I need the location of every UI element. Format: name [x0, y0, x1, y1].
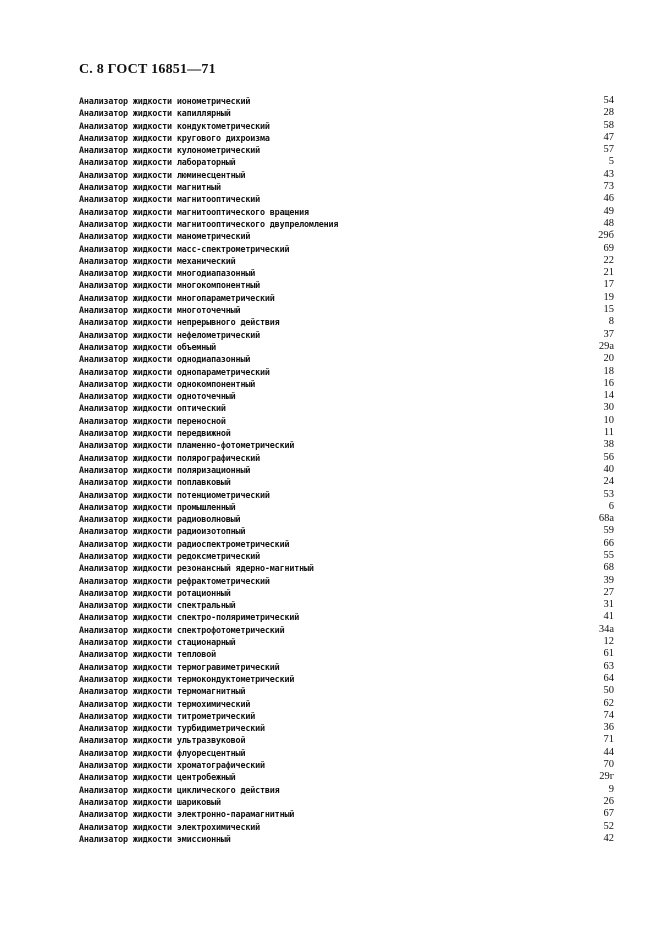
index-entry: [79, 538, 614, 550]
index-page-number: 68: [603, 562, 614, 574]
index-page-number: 29г: [599, 771, 614, 783]
index-term: Анализатор жидкости однопараметрический: [79, 366, 270, 377]
index-entry: [79, 230, 614, 242]
index-page-number: 14: [603, 390, 614, 402]
index-term: Анализатор жидкости магнитный: [79, 182, 221, 193]
index-term: Анализатор жидкости пламенно-фотометрический: [79, 440, 295, 451]
index-entry: [79, 734, 614, 746]
index-term: Анализатор жидкости кругового дихроизма: [79, 132, 270, 143]
index-page-number: 48: [603, 217, 614, 229]
index-entry: [79, 341, 614, 353]
index-page-number: 49: [603, 205, 614, 217]
index-page-number: 30: [603, 402, 614, 414]
index-page-number: 34а: [598, 623, 614, 635]
index-page-number: 73: [603, 181, 614, 193]
index-entry: [79, 267, 614, 279]
index-entry: [79, 673, 614, 685]
index-term: Анализатор жидкости масс-спектрометрический: [79, 243, 290, 254]
index-term: Анализатор жидкости потенциометрический: [79, 489, 270, 500]
index-page-number: 6: [608, 500, 614, 512]
index-page-number: 56: [603, 451, 614, 463]
index-page-number: 74: [603, 709, 614, 721]
index-term: Анализатор жидкости манометрический: [79, 231, 251, 242]
index-entry: [79, 550, 614, 562]
index-term: Анализатор жидкости эмиссионный: [79, 833, 231, 844]
index-term: Анализатор жидкости электронно-парамагнитный: [79, 809, 295, 820]
index-entry: [79, 366, 614, 378]
index-term: Анализатор жидкости радиоизотопный: [79, 526, 246, 537]
index-page-number: 39: [603, 574, 614, 586]
index-term: Анализатор жидкости переносной: [79, 415, 226, 426]
index-page-number: 46: [603, 193, 614, 205]
alphabetical-index: [79, 95, 614, 845]
index-entry: [79, 243, 614, 255]
index-entry: [79, 255, 614, 267]
index-entry: [79, 636, 614, 648]
index-entry: [79, 698, 614, 710]
index-entry: [79, 390, 614, 402]
index-term: Анализатор жидкости ротационный: [79, 587, 231, 598]
index-term: Анализатор жидкости многопараметрический: [79, 292, 275, 303]
index-page-number: 18: [603, 365, 614, 377]
index-entry: [79, 402, 614, 414]
index-entry: [79, 796, 614, 808]
index-page-number: 71: [603, 734, 614, 746]
index-page-number: 53: [603, 488, 614, 500]
index-page-number: 40: [603, 463, 614, 475]
index-term: Анализатор жидкости непрерывного действия: [79, 317, 280, 328]
index-term: Анализатор жидкости передвижной: [79, 428, 231, 439]
index-page-number: 29а: [598, 340, 614, 352]
index-term: Анализатор жидкости рефрактометрический: [79, 575, 270, 586]
running-header: С. 8 ГОСТ 16851—71: [79, 62, 216, 77]
index-term: Анализатор жидкости многокомпонентный: [79, 280, 261, 291]
index-term: Анализатор жидкости спектральный: [79, 600, 236, 611]
index-entry: [79, 476, 614, 488]
index-entry: [79, 722, 614, 734]
index-page-number: 67: [603, 808, 614, 820]
index-entry: [79, 747, 614, 759]
index-page-number: 37: [603, 328, 614, 340]
index-entry: [79, 329, 614, 341]
index-term: Анализатор жидкости флуоресцентный: [79, 747, 246, 758]
index-term: Анализатор жидкости турбидиметрический: [79, 723, 265, 734]
index-term: Анализатор жидкости электрохимический: [79, 821, 261, 832]
index-entry: [79, 144, 614, 156]
index-term: Анализатор жидкости стационарный: [79, 637, 236, 648]
index-entry: [79, 759, 614, 771]
index-page-number: 64: [603, 672, 614, 684]
index-term: Анализатор жидкости циклического действия: [79, 784, 280, 795]
index-entry: [79, 833, 614, 845]
index-page-number: 42: [603, 832, 614, 844]
index-page-number: 61: [603, 648, 614, 660]
index-page-number: 15: [603, 304, 614, 316]
index-page-number: 27: [603, 586, 614, 598]
index-entry: [79, 525, 614, 537]
index-term: Анализатор жидкости термокондуктометрический: [79, 673, 295, 684]
index-entry: [79, 304, 614, 316]
index-term: Анализатор жидкости термохимический: [79, 698, 251, 709]
index-term: Анализатор жидкости резонансный ядерно-магнитный: [79, 563, 314, 574]
index-page-number: 52: [603, 820, 614, 832]
index-entry: [79, 501, 614, 513]
index-page-number: 12: [603, 636, 614, 648]
index-entry: [79, 132, 614, 144]
index-entry: [79, 193, 614, 205]
index-page-number: 66: [603, 537, 614, 549]
index-page-number: 36: [603, 722, 614, 734]
index-term: Анализатор жидкости нефелометрический: [79, 329, 261, 340]
index-page-number: 20: [603, 353, 614, 365]
index-entry: [79, 452, 614, 464]
index-page-number: 10: [603, 414, 614, 426]
index-entry: [79, 710, 614, 722]
index-term: Анализатор жидкости ультразвуковой: [79, 735, 246, 746]
index-page-number: 44: [603, 746, 614, 758]
index-term: Анализатор жидкости оптический: [79, 403, 226, 414]
index-page-number: 29б: [598, 230, 614, 242]
index-term: Анализатор жидкости поплавковый: [79, 477, 231, 488]
index-term: Анализатор жидкости капиллярный: [79, 108, 231, 119]
index-entry: [79, 316, 614, 328]
index-entry: [79, 599, 614, 611]
index-page-number: 38: [603, 439, 614, 451]
index-page-number: 5: [608, 156, 614, 168]
index-entry: [79, 107, 614, 119]
index-term: Анализатор жидкости шариковый: [79, 796, 221, 807]
index-entry: [79, 464, 614, 476]
index-term: Анализатор жидкости многодиапазонный: [79, 268, 256, 279]
index-term: Анализатор жидкости полярографический: [79, 452, 261, 463]
index-entry: [79, 415, 614, 427]
index-entry: [79, 218, 614, 230]
index-page-number: 41: [603, 611, 614, 623]
index-entry: [79, 562, 614, 574]
index-term: Анализатор жидкости радиоволновый: [79, 514, 241, 525]
index-term: Анализатор жидкости термомагнитный: [79, 686, 246, 697]
index-term: Анализатор жидкости многоточечный: [79, 305, 241, 316]
index-term: Анализатор жидкости механический: [79, 255, 236, 266]
index-entry: [79, 95, 614, 107]
index-page-number: 11: [603, 427, 614, 439]
index-term: Анализатор жидкости редоксметрический: [79, 550, 261, 561]
index-page-number: 63: [603, 660, 614, 672]
index-entry: [79, 784, 614, 796]
index-page-number: 57: [603, 144, 614, 156]
index-entry: [79, 513, 614, 525]
index-term: Анализатор жидкости кулонометрический: [79, 145, 261, 156]
index-entry: [79, 120, 614, 132]
index-page-number: 62: [603, 697, 614, 709]
index-entry: [79, 169, 614, 181]
index-page-number: 50: [603, 685, 614, 697]
index-entry: [79, 439, 614, 451]
index-term: Анализатор жидкости спектро-поляриметрический: [79, 612, 300, 623]
index-term: Анализатор жидкости хроматографический: [79, 760, 265, 771]
index-page-number: 58: [603, 119, 614, 131]
index-entry: [79, 611, 614, 623]
index-entry: [79, 808, 614, 820]
index-term: Анализатор жидкости магнитооптического вращения: [79, 206, 309, 217]
index-term: Анализатор жидкости однокомпонентный: [79, 378, 256, 389]
index-term: Анализатор жидкости титрометрический: [79, 710, 256, 721]
index-term: Анализатор жидкости термогравиметрический: [79, 661, 280, 672]
index-entry: [79, 575, 614, 587]
index-entry: [79, 206, 614, 218]
index-entry: [79, 489, 614, 501]
index-term: Анализатор жидкости ионометрический: [79, 96, 251, 106]
index-page-number: 17: [603, 279, 614, 291]
index-page-number: 47: [603, 131, 614, 143]
index-entry: [79, 624, 614, 636]
index-entry: [79, 771, 614, 783]
index-term: Анализатор жидкости объемный: [79, 341, 216, 352]
index-page-number: 68а: [598, 513, 614, 525]
index-term: Анализатор жидкости лабораторный: [79, 157, 236, 168]
index-term: Анализатор жидкости люминесцентный: [79, 169, 246, 180]
index-entry: [79, 685, 614, 697]
index-entry: [79, 661, 614, 673]
index-term: Анализатор жидкости спектрофотометрический: [79, 624, 285, 635]
index-entry: [79, 292, 614, 304]
index-page-number: 24: [603, 476, 614, 488]
index-term: Анализатор жидкости магнитооптический: [79, 194, 261, 205]
index-page-number: 21: [603, 267, 614, 279]
index-entry: [79, 279, 614, 291]
index-page-number: 16: [603, 377, 614, 389]
index-page-number: 31: [603, 599, 614, 611]
index-term: Анализатор жидкости радиоспектрометрический: [79, 538, 290, 549]
index-term: Анализатор жидкости промышленный: [79, 501, 236, 512]
index-page-number: 22: [603, 254, 614, 266]
index-term: Анализатор жидкости кондуктометрический: [79, 120, 270, 131]
index-page-number: 43: [603, 168, 614, 180]
index-page-number: 55: [603, 549, 614, 561]
index-page-number: 69: [603, 242, 614, 254]
index-term: Анализатор жидкости поляризационный: [79, 464, 251, 475]
index-term: Анализатор жидкости однодиапазонный: [79, 354, 251, 365]
index-page-number: 59: [603, 525, 614, 537]
index-page-number: 9: [608, 783, 614, 795]
index-page-number: 54: [603, 95, 614, 106]
index-page-number: 28: [603, 107, 614, 119]
index-term: Анализатор жидкости тепловой: [79, 649, 216, 660]
index-entry: [79, 378, 614, 390]
index-term: Анализатор жидкости магнитооптического двупреломления: [79, 218, 339, 229]
index-entry: [79, 353, 614, 365]
index-entry: [79, 156, 614, 168]
index-term: Анализатор жидкости центробежный: [79, 772, 236, 783]
index-page-number: 19: [603, 291, 614, 303]
index-term: Анализатор жидкости одноточечный: [79, 391, 236, 402]
index-page-number: 70: [603, 759, 614, 771]
index-entry: [79, 181, 614, 193]
index-entry: [79, 427, 614, 439]
index-page-number: 26: [603, 795, 614, 807]
index-entry: [79, 648, 614, 660]
index-entry: [79, 587, 614, 599]
index-entry: [79, 821, 614, 833]
index-page-number: 8: [608, 316, 614, 328]
